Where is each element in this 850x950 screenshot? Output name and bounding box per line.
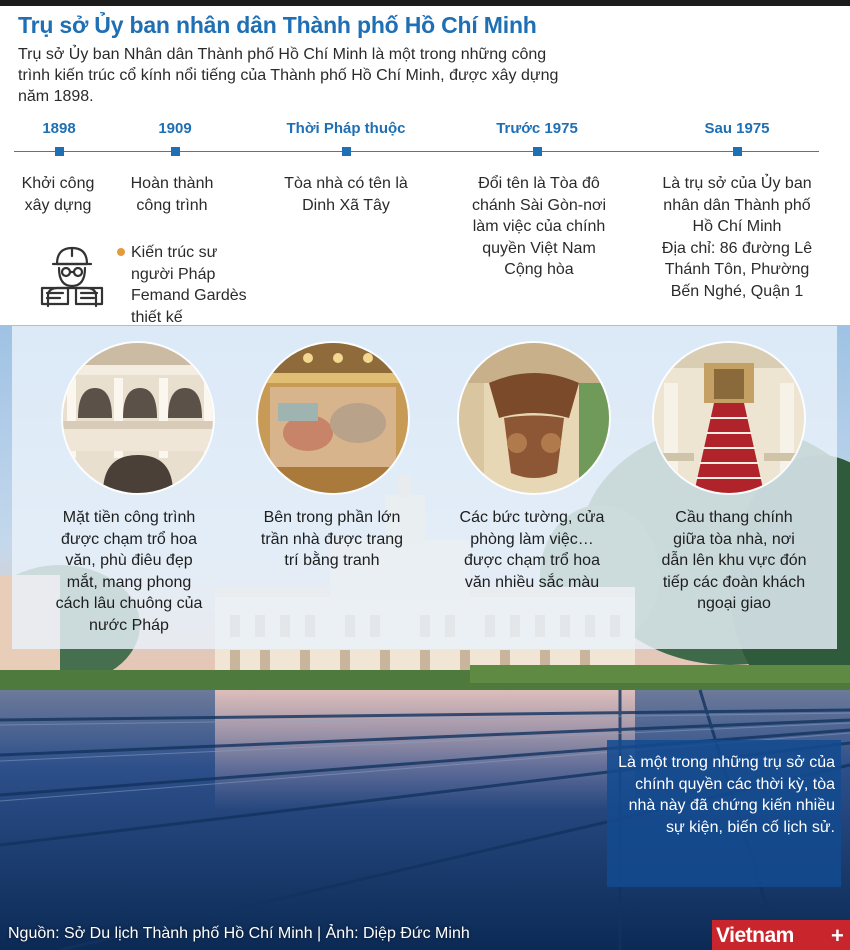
- staircase-photo: [652, 341, 806, 495]
- feature-text-facade: Mặt tiền công trình được chạm trổ hoa văn, phù điêu đẹp mắt, mang phong cách lâu chuông của nước Pháp: [55, 509, 203, 634]
- facade-photo: [61, 341, 215, 495]
- logo-text: Vietnam: [716, 924, 794, 947]
- timeline-desc-truoc-1975: Đổi tên là Tòa đô chánh Sài Gòn-nơi làm việc của chính quyền Việt Nam Cộng hòa: [471, 175, 607, 278]
- timeline-desc-1909: Hoàn thành công trình: [130, 175, 214, 214]
- timeline-desc-1898: Khởi công xây dựng: [21, 175, 95, 214]
- feature-text-ceiling: Bên trong phần lớn trần nhà được trang trí bằng tranh: [260, 509, 404, 569]
- architect-icon: [36, 242, 108, 308]
- timeline-label-1909: 1909: [158, 120, 192, 137]
- source-credit: Nguồn: Sở Du lịch Thành phố Hồ Chí Minh | Ảnh: Diệp Đức Minh: [8, 925, 470, 942]
- callout-text: Là một trong những trụ sở của chính quyền các thời kỳ, tòa nhà này đã chứng kiến nhiều sự kiện, biến cố lịch sử.: [618, 754, 835, 836]
- timeline-marker-1909: [171, 147, 180, 156]
- page-title: Trụ sở Ủy ban nhân dân Thành phố Hồ Chí Minh: [18, 12, 537, 38]
- vietnamplus-logo: [712, 920, 850, 950]
- intro-paragraph: Trụ sở Ủy ban Nhân dân Thành phố Hồ Chí Minh là một trong những công trình kiến trúc cổ kính nổi tiếng của Thành phố Hồ Chí Minh, được xây dựng năm 1898.: [18, 46, 559, 105]
- bullet-dot: [117, 248, 125, 256]
- timeline-line: [14, 151, 819, 152]
- timeline-label-truoc-1975: Trước 1975: [496, 120, 578, 137]
- timeline-marker-truoc-1975: [533, 147, 542, 156]
- timeline-marker-phap-thuoc: [342, 147, 351, 156]
- timeline-marker-sau-1975: [733, 147, 742, 156]
- carved-wall-photo: [457, 341, 611, 495]
- logo-plus-mark: +: [831, 923, 844, 948]
- top-bar: [0, 0, 850, 6]
- timeline-desc-sau-1975: Là trụ sở của Ủy ban nhân dân Thành phố Hồ Chí Minh Địa chỉ: 86 đường Lê Thánh Tôn, Phường Bến Nghé, Quận 1: [661, 175, 813, 300]
- architect-note: Kiến trúc sư người Pháp Femand Gardès thiết kế: [131, 244, 247, 326]
- ceiling-painting-photo: [256, 341, 410, 495]
- feature-text-walls: Các bức tường, cửa phòng làm việc… được chạm trổ hoa văn nhiều sắc màu: [459, 509, 605, 591]
- timeline-desc-phap-thuoc: Tòa nhà có tên là Dinh Xã Tây: [284, 175, 408, 214]
- timeline-label-1898: 1898: [42, 120, 76, 137]
- feature-text-staircase: Cầu thang chính giữa tòa nhà, nơi dẫn lên khu vực đón tiếp các đoàn khách ngoại giao: [661, 509, 807, 612]
- timeline-marker-1898: [55, 147, 64, 156]
- timeline-label-phap-thuoc: Thời Pháp thuộc: [286, 120, 406, 137]
- timeline-label-sau-1975: Sau 1975: [704, 120, 770, 137]
